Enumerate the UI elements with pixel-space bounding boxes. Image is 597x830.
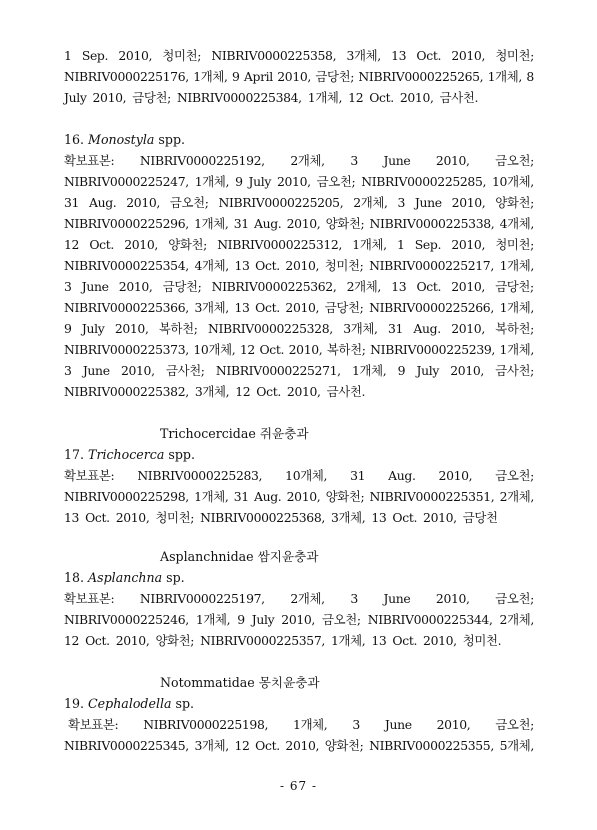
text-word: NIBRIV0000225247, [64, 174, 189, 189]
text-word: 12 [348, 90, 364, 105]
text-word: 금오천; [495, 717, 534, 732]
text-word: 13 [371, 510, 387, 525]
text-word: 2010, [451, 237, 486, 252]
text-line [64, 45, 534, 66]
text-word: 2010, [451, 195, 486, 210]
text-word: 청미천. [462, 633, 502, 648]
text-word: NIBRIV0000225355, [369, 738, 494, 753]
text-line [64, 297, 534, 318]
text-word: June [383, 591, 411, 606]
text-word: Oct. [255, 258, 280, 273]
text-word: NIBRIV0000225366, [64, 300, 189, 315]
text-word: 2010, [120, 363, 155, 378]
text-word: 31 [233, 489, 249, 504]
text-word: 1개체, [330, 633, 366, 648]
text-line [64, 381, 534, 402]
text-word: 1 [396, 237, 405, 252]
text-word: 31 [64, 195, 80, 210]
text-line [64, 276, 534, 297]
text-line [64, 213, 534, 234]
text-word: 1개체, [499, 258, 534, 273]
text-word: 10개체, [285, 468, 328, 483]
text-word: 31 [350, 468, 366, 483]
text-word: NIBRIV0000225382, [64, 384, 189, 399]
text-word: 복하천; [158, 321, 198, 336]
text-word: 2010, [286, 489, 321, 504]
text-word: 2010, [451, 48, 486, 63]
text-word: 1개체, [293, 717, 328, 732]
text-word: 1개체, [193, 69, 228, 84]
text-word: 금당천; [132, 90, 171, 105]
text-word: 12 [64, 633, 80, 648]
text-word: NIBRIV0000225345, [64, 738, 189, 753]
text-word: 13 [391, 279, 407, 294]
text-line [64, 735, 534, 756]
species-heading: 17. Trichocerca spp. [64, 447, 195, 462]
text-word: NIBRIV0000225298, [64, 489, 189, 504]
text-line [64, 465, 534, 486]
text-word: 양화천; [325, 216, 365, 231]
text-word: 10개체, [492, 174, 534, 189]
text-word: 1개체, [352, 363, 387, 378]
text-word: 청미천; [495, 48, 534, 63]
text-word: NIBRIV0000225354, [64, 258, 189, 273]
text-word: July [251, 612, 275, 627]
text-word: 13 [234, 300, 250, 315]
text-word: 금오천; [495, 591, 534, 606]
text-word: NIBRIV0000225373, [64, 342, 189, 357]
text-word: NIBRIV0000225338, [369, 216, 495, 231]
text-word: 31 [387, 321, 404, 336]
species-17 [64, 444, 534, 528]
text-word: 2010, [285, 738, 320, 753]
text-word: NIBRIV0000225198, [143, 717, 269, 732]
text-word: 3개체, [194, 384, 230, 399]
text-line [64, 192, 534, 213]
text-word: 1개체, [499, 300, 534, 315]
genus-name: Asplanchna [88, 570, 163, 585]
text-word: 9 [231, 69, 240, 84]
text-word: 12 [64, 237, 80, 252]
text-word: 금사천; [165, 363, 205, 378]
text-word: 1개체, [499, 342, 534, 357]
text-word: 양화천; [325, 489, 365, 504]
text-word: 확보표본: [64, 468, 115, 483]
text-line [64, 150, 534, 171]
text-word: June [383, 153, 411, 168]
text-word: 청미천; [495, 237, 534, 252]
text-word: July [416, 363, 439, 378]
text-word: NIBRIV0000225283, [137, 468, 263, 483]
text-word: 금당천 [462, 510, 498, 525]
text-word: 2010, [435, 591, 470, 606]
text-word: 12 [234, 738, 250, 753]
genus-name: Monostyla [88, 132, 155, 147]
text-word: 청미천; [155, 510, 195, 525]
text-line [64, 255, 534, 276]
family-heading: Asplanchnidae 쌈지윤충과 [160, 549, 319, 564]
text-word: 2개체, [290, 153, 325, 168]
text-word: Oct. [392, 510, 418, 525]
text-word: 2개체, [499, 612, 534, 627]
text-word: Oct. [392, 633, 418, 648]
text-word: 3 [352, 717, 360, 732]
genus-name: Trichocerca [88, 447, 165, 462]
text-word: 청미천; [162, 48, 202, 63]
text-word: 1개체, [307, 90, 343, 105]
text-word: 4개체, [194, 258, 229, 273]
text-word: 양화천; [168, 237, 207, 252]
text-word: 3 [397, 195, 406, 210]
text-word: 금당천; [324, 300, 364, 315]
text-word: Aug. [88, 195, 117, 210]
text-word: Sep. [81, 48, 109, 63]
page-number: - 67 - [279, 779, 317, 793]
text-word: NIBRIV0000225192, [139, 153, 265, 168]
text-word: 13 [371, 633, 387, 648]
text-word: NIBRIV0000225266, [369, 300, 494, 315]
text-word: 9 [237, 612, 245, 627]
text-word: 3 [64, 363, 72, 378]
text-word: 2010, [451, 321, 485, 336]
text-word: 금오천; [495, 468, 534, 483]
text-word: 2010, [115, 633, 150, 648]
text-word: April [243, 69, 273, 84]
text-word: 2010, [276, 174, 311, 189]
text-line [64, 507, 534, 528]
text-word: 5개체, [499, 738, 534, 753]
text-line [64, 486, 534, 507]
text-word: 2010, [285, 258, 320, 273]
text-word: 3 [350, 591, 358, 606]
text-line [64, 609, 534, 630]
text-word: 2010, [277, 69, 311, 84]
text-word: 확보표본: [64, 153, 115, 168]
text-word: 1 [64, 48, 72, 63]
text-word: NIBRIV0000225265, [358, 69, 484, 84]
text-word: 2개체, [346, 279, 381, 294]
species-16 [64, 129, 534, 402]
text-word: NIBRIV0000225358, [211, 48, 337, 63]
text-word: 확보표본: [68, 717, 119, 732]
text-word: 2010, [126, 195, 160, 210]
text-word: June [384, 717, 412, 732]
text-word: 2010, [423, 510, 457, 525]
family-heading: Notommatidae 몽치윤충과 [160, 675, 320, 690]
text-word: NIBRIV0000225285, [361, 174, 487, 189]
text-line [64, 360, 534, 381]
text-word: Aug. [413, 321, 441, 336]
text-word: Oct. [256, 384, 281, 399]
text-word: 금오천; [316, 174, 356, 189]
text-word: 1개체, [194, 489, 229, 504]
text-word: 2개체, [499, 489, 534, 504]
text-word: 양화천; [324, 738, 364, 753]
species-heading: 19. Cephalodella sp. [64, 696, 195, 711]
specimen-paragraph-0 [64, 45, 534, 108]
text-word: Oct. [416, 279, 442, 294]
text-word: 금오천; [169, 195, 209, 210]
text-word: 확보표본: [64, 591, 115, 606]
text-word: 금사천. [439, 90, 479, 105]
text-word: 1개체, [487, 69, 523, 84]
text-word: 13 [64, 510, 80, 525]
text-word: NIBRIV0000225197, [139, 591, 265, 606]
text-word: 2010, [435, 153, 470, 168]
text-word: 2010, [288, 342, 323, 357]
text-word: 양화천; [495, 195, 534, 210]
text-word: June [82, 363, 110, 378]
text-word: 2010, [438, 468, 473, 483]
text-word: 13 [391, 48, 407, 63]
text-word: NIBRIV0000225328, [207, 321, 333, 336]
text-word: 청미천; [324, 258, 364, 273]
text-word: 3개체, [194, 300, 229, 315]
family-heading: Trichocercidae 쥐윤충과 [160, 426, 309, 441]
text-line [64, 588, 534, 609]
text-word: 3개체, [346, 48, 381, 63]
text-word: 4개체, [499, 216, 534, 231]
text-word: 양화천; [155, 633, 195, 648]
text-word: Sep. [414, 237, 442, 252]
text-word: 2010, [285, 300, 320, 315]
text-line [64, 234, 534, 255]
text-word: Oct. [416, 48, 442, 63]
text-word: 2010, [436, 717, 471, 732]
text-word: NIBRIV0000225271, [215, 363, 341, 378]
text-word: 2010, [115, 510, 150, 525]
text-word: NIBRIV0000225351, [369, 489, 495, 504]
text-word: 2010, [118, 48, 153, 63]
species-heading: 16. Monostyla spp. [64, 132, 186, 147]
text-word: 2010, [118, 279, 153, 294]
text-word: Aug. [254, 216, 282, 231]
text-word: 9 [235, 174, 243, 189]
text-word: 9 [64, 321, 72, 336]
text-word: Oct. [89, 237, 114, 252]
text-word: 복하천; [495, 321, 534, 336]
text-word: 2개체, [290, 591, 325, 606]
text-word: 3개체, [330, 510, 366, 525]
text-line [64, 66, 534, 87]
text-word: 금오천; [495, 153, 534, 168]
text-word: 2010, [286, 384, 321, 399]
text-word: NIBRIV0000225246, [64, 612, 189, 627]
text-word: NIBRIV0000225239, [370, 342, 495, 357]
text-word: Oct. [369, 90, 394, 105]
text-word: 31 [233, 216, 249, 231]
text-word: 2010, [399, 90, 434, 105]
text-word: 13 [234, 258, 250, 273]
text-word: 2010, [114, 321, 149, 336]
text-word: 2010, [286, 216, 321, 231]
text-line [64, 630, 534, 651]
text-word: NIBRIV0000225217, [369, 258, 494, 273]
text-word: Oct. [85, 633, 110, 648]
species-18 [64, 567, 534, 651]
text-word: 2010, [124, 237, 158, 252]
text-line [64, 171, 534, 192]
text-word: 2010, [423, 633, 457, 648]
text-word: NIBRIV0000225362, [211, 279, 337, 294]
text-word: Oct. [259, 342, 285, 357]
text-word: Aug. [388, 468, 416, 483]
text-word: NIBRIV0000225176, [64, 69, 189, 84]
text-word: 1개체, [352, 237, 387, 252]
text-word: 2개체, [353, 195, 388, 210]
text-word: 금당천; [315, 69, 355, 84]
text-line [64, 339, 534, 360]
text-word: July [64, 90, 87, 105]
text-word: NIBRIV0000225368, [200, 510, 325, 525]
text-line [64, 87, 534, 108]
text-word: 금사천; [495, 363, 534, 378]
species-19 [64, 693, 534, 756]
text-word: NIBRIV0000225296, [64, 216, 189, 231]
text-word: Oct. [255, 738, 280, 753]
text-word: NIBRIV0000225357, [200, 633, 325, 648]
text-line [64, 714, 534, 735]
text-word: 9 [397, 363, 406, 378]
text-word: Oct. [255, 300, 280, 315]
text-line [64, 318, 534, 339]
text-word: 1개체, [194, 174, 230, 189]
text-word: 12 [239, 342, 255, 357]
text-word: 금사천. [326, 384, 366, 399]
text-word: 금당천; [495, 279, 534, 294]
text-word: 3 [64, 279, 72, 294]
text-word: NIBRIV0000225384, [176, 90, 302, 105]
text-word: 2010, [281, 612, 316, 627]
text-word: July [248, 174, 272, 189]
text-word: 복하천; [326, 342, 366, 357]
text-word: 2010, [92, 90, 127, 105]
text-word: 3 [350, 153, 358, 168]
text-word: 2010, [451, 279, 485, 294]
text-word: 1개체, [194, 216, 229, 231]
text-word: July [81, 321, 105, 336]
text-word: Oct. [85, 510, 110, 525]
text-word: 2010, [450, 363, 484, 378]
text-word: 10개체, [193, 342, 236, 357]
text-word: 1개체, [195, 612, 231, 627]
text-word: June [414, 195, 442, 210]
text-word: NIBRIV0000225312, [217, 237, 343, 252]
text-word: 8 [526, 69, 534, 84]
text-word: June [81, 279, 109, 294]
text-word: Aug. [254, 489, 282, 504]
text-word: 금오천; [322, 612, 361, 627]
text-word: 금당천; [162, 279, 202, 294]
text-word: 3개체, [343, 321, 378, 336]
genus-name: Cephalodella [88, 696, 172, 711]
text-word: NIBRIV0000225205, [218, 195, 344, 210]
species-heading: 18. Asplanchna sp. [64, 570, 185, 585]
text-word: 12 [235, 384, 251, 399]
text-word: 3개체, [194, 738, 229, 753]
text-word: NIBRIV0000225344, [367, 612, 493, 627]
